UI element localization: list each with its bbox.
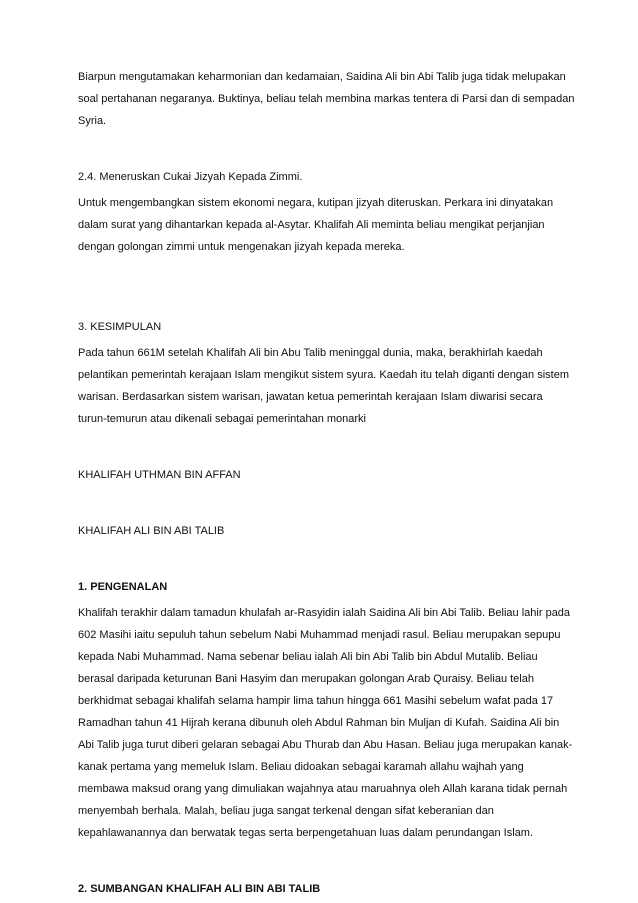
- title-uthman: KHALIFAH UTHMAN BIN AFFAN: [78, 469, 241, 481]
- paragraph-line: Khalifah terakhir dalam tamadun khulafah ar-Rasyidin ialah Saidina Ali bin Abi Talib. Beliau lahir pada: [78, 607, 571, 619]
- section-heading-2: 2. SUMBANGAN KHALIFAH ALI BIN ABI TALIB: [78, 883, 321, 895]
- paragraph-line: turun-temurun atau dikenali sebagai pemerintahan monarki: [78, 413, 367, 425]
- paragraph-line: membawa maksud orang yang dimuliakan wajahnya atau maruahnya oleh Allah karana tidak pernah: [78, 783, 568, 795]
- paragraph-introduction: [78, 602, 573, 844]
- paragraph-line: Biarpun mengutamakan keharmonian dan kedamaian, Saidina Ali bin Abi Talib juga tidak melupakan: [78, 71, 566, 83]
- paragraph-line: Abi Talib juga turut diberi gelaran sebagai Abu Thurab dan Abu Hasan. Beliau juga merupakan kanak-: [78, 739, 573, 751]
- section-heading-2-4: 2.4. Meneruskan Cukai Jizyah Kepada Zimmi.: [78, 171, 303, 183]
- paragraph-line: kanak pertama yang memeluk Islam. Beliau didoakan sebagai karamah allahu wajhah yang: [78, 761, 524, 773]
- section-heading-1: 1. PENGENALAN: [78, 581, 168, 593]
- paragraph-line: menyembah berhala. Malah, beliau juga sangat terkenal dengan sifat keberanian dan: [78, 805, 494, 817]
- paragraph-line: warisan. Berdasarkan sistem warisan, jawatan ketua pemerintah kerajaan Islam diwarisi secara: [78, 391, 543, 403]
- paragraph-line: Syria.: [78, 115, 107, 127]
- paragraph-line: Ramadhan tahun 41 Hijrah kerana dibunuh oleh Abdul Rahman bin Muljan di Kufah. Saidina Ali bin: [78, 717, 560, 729]
- section-heading-3: 3. KESIMPULAN: [78, 321, 162, 333]
- document-page: [78, 66, 575, 900]
- paragraph-line: pelantikan pemerintah kerajaan Islam mengikut sistem syura. Kaedah itu telah diganti dengan sistem: [78, 369, 569, 381]
- title-ali: KHALIFAH ALI BIN ABI TALIB: [78, 525, 225, 537]
- paragraph-line: berasal daripada keturunan Bani Hasyim dan merupakan golongan Arab Quraisy. Beliau telah: [78, 673, 534, 685]
- paragraph-line: Untuk mengembangkan sistem ekonomi negara, kutipan jizyah diteruskan. Perkara ini dinyatakan: [78, 197, 554, 209]
- paragraph-line: dengan golongan zimmi untuk mengenakan jizyah kepada mereka.: [78, 241, 405, 253]
- paragraph-conclusion: [78, 342, 568, 430]
- paragraph-line: berkhidmat sebagai khalifah selama hampir lima tahun hingga 661 Masihi sebelum wafat pada 17: [78, 695, 554, 707]
- paragraph-jizyah: [78, 192, 568, 258]
- paragraph-line: kepada Nabi Muhammad. Nama sebenar beliau ialah Ali bin Abi Talib bin Abdul Mutalib. Beliau: [78, 651, 538, 663]
- paragraph-line: kepahlawanannya dan berwatak tegas serta berpengetahuan luas dalam perundangan Islam.: [78, 827, 533, 839]
- paragraph-line: 602 Masihi iaitu sepuluh tahun sebelum Nabi Muhammad menjadi rasul. Beliau merupakan sepupu: [78, 629, 561, 641]
- paragraph-line: dalam surat yang dihantarkan kepada al-Asytar. Khalifah Ali meminta beliau mengikat perjanjian: [78, 219, 545, 231]
- paragraph-defense: [78, 66, 575, 132]
- paragraph-line: soal pertahanan negaranya. Buktinya, beliau telah membina markas tentera di Parsi dan di sempadan: [78, 93, 575, 105]
- paragraph-line: Pada tahun 661M setelah Khalifah Ali bin Abu Talib meninggal dunia, maka, berakhirlah kaedah: [78, 347, 543, 359]
